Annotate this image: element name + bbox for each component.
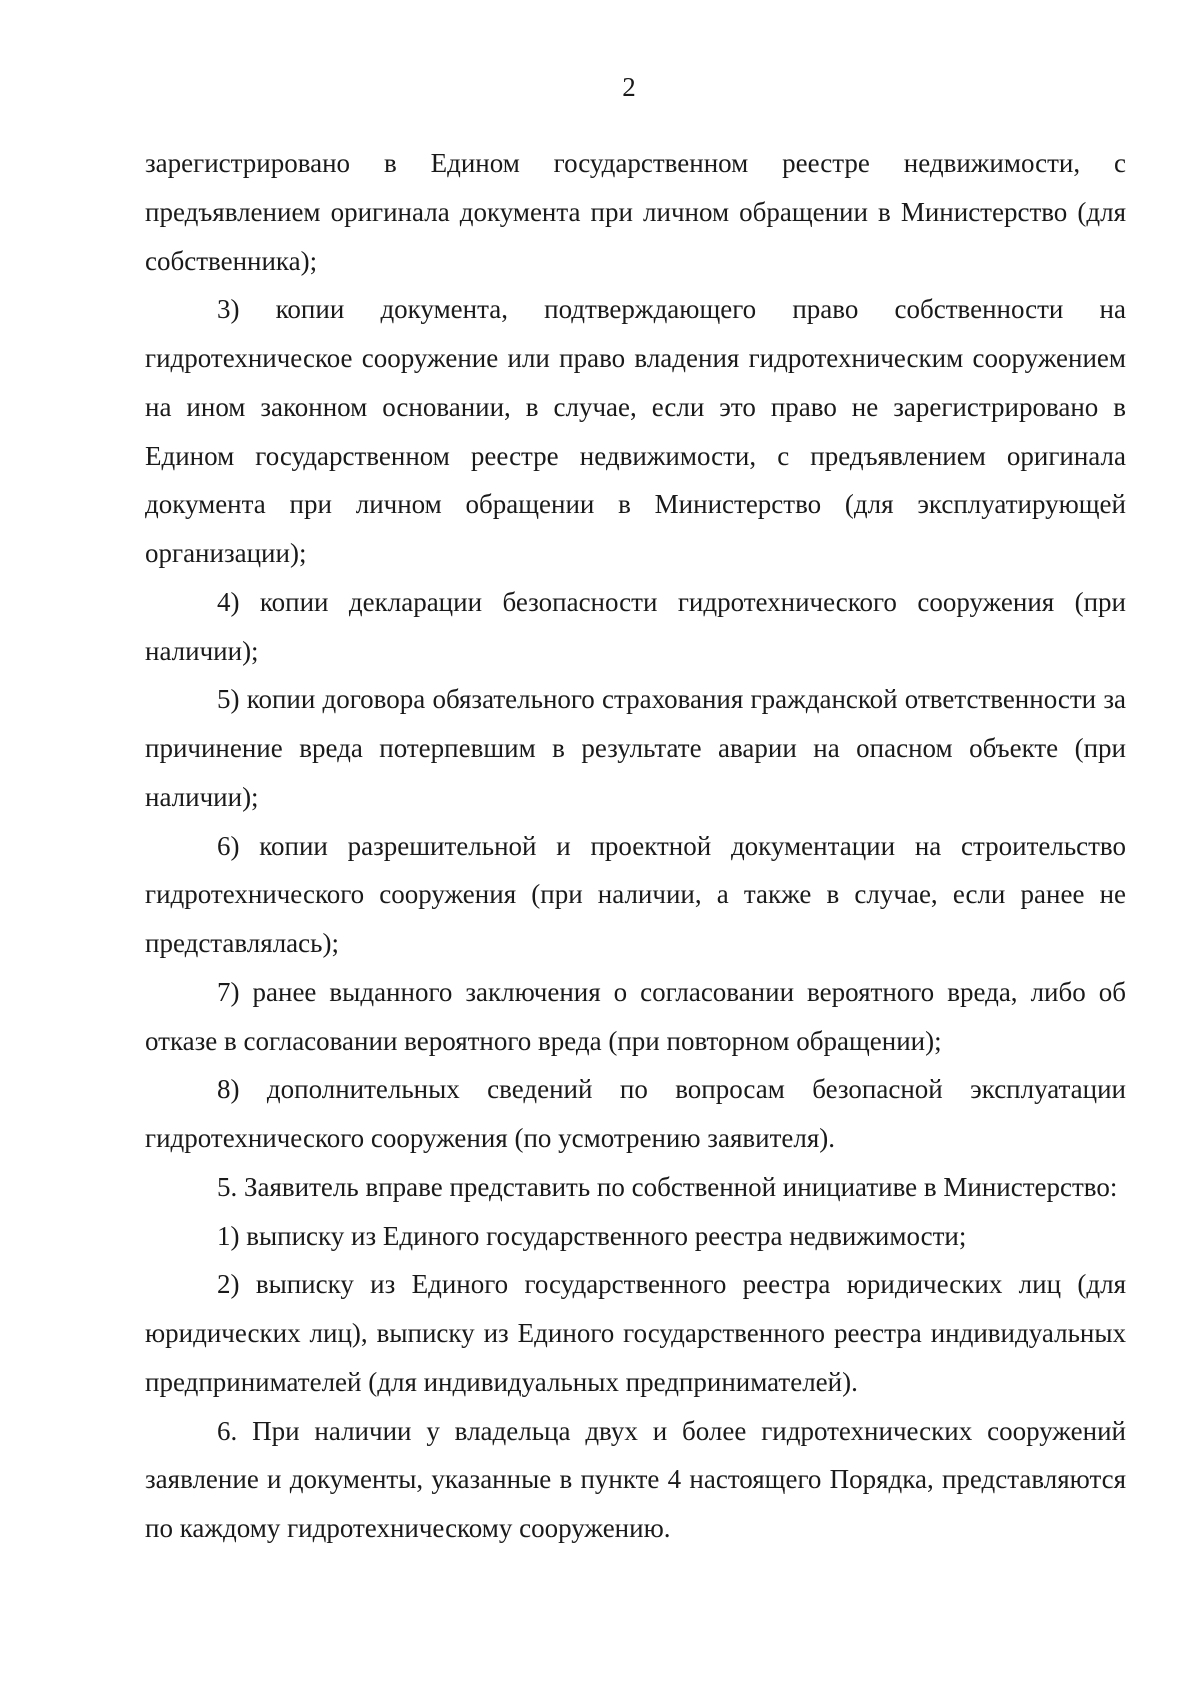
paragraph-item-5: 5) копии договора обязательного страхования гражданской ответственности за причинение вреда потерпевшим в результате аварии на опасном объекте (при наличии);	[145, 684, 1126, 812]
paragraph-section-5: 5. Заявитель вправе представить по собственной инициативе в Министерство:	[217, 1171, 1118, 1202]
paragraph-item-6: 6) копии разрешительной и проектной документации на строительство гидротехнического сооружения (при наличии, а также в случае, если ранее не представлялась);	[145, 830, 1126, 958]
paragraph-item-7: 7) ранее выданного заключения о согласовании вероятного вреда, либо об отказе в согласовании вероятного вреда (при повторном обращении);	[145, 976, 1126, 1056]
paragraph-section-5-item-2: 2) выписку из Единого государственного реестра юридических лиц (для юридических лиц), выписку из Единого государственного реестра индивидуальных предпринимателей (для индивидуальных предпринимателей).	[145, 1269, 1126, 1397]
paragraph-item-3: 3) копии документа, подтверждающего право собственности на гидротехническое сооружение или право владения гидротехническим сооружением на ином законном основании, в случае, если это право не зарегистрировано в Едином государственном реестре недвижимости, с предъявлением оригинала документа при личном обращении в Министерство (для эксплуатирующей организации);	[145, 294, 1126, 568]
document-body	[145, 139, 1126, 1553]
paragraph-continuation: зарегистрировано в Едином государственном реестре недвижимости, с предъявлением оригинала документа при личном обращении в Министерство (для собственника);	[145, 148, 1126, 276]
paragraph-item-4: 4) копии декларации безопасности гидротехнического сооружения (при наличии);	[145, 586, 1126, 666]
paragraph-section-6: 6. При наличии у владельца двух и более гидротехнических сооружений заявление и документы, указанные в пункте 4 настоящего Порядка, представляются по каждому гидротехническому сооружению.	[145, 1415, 1126, 1543]
paragraph-section-5-item-1: 1) выписку из Единого государственного реестра недвижимости;	[217, 1220, 967, 1251]
paragraph-item-8: 8) дополнительных сведений по вопросам безопасной эксплуатации гидротехнического сооружения (по усмотрению заявителя).	[145, 1074, 1126, 1153]
page-number: 2	[622, 72, 636, 102]
